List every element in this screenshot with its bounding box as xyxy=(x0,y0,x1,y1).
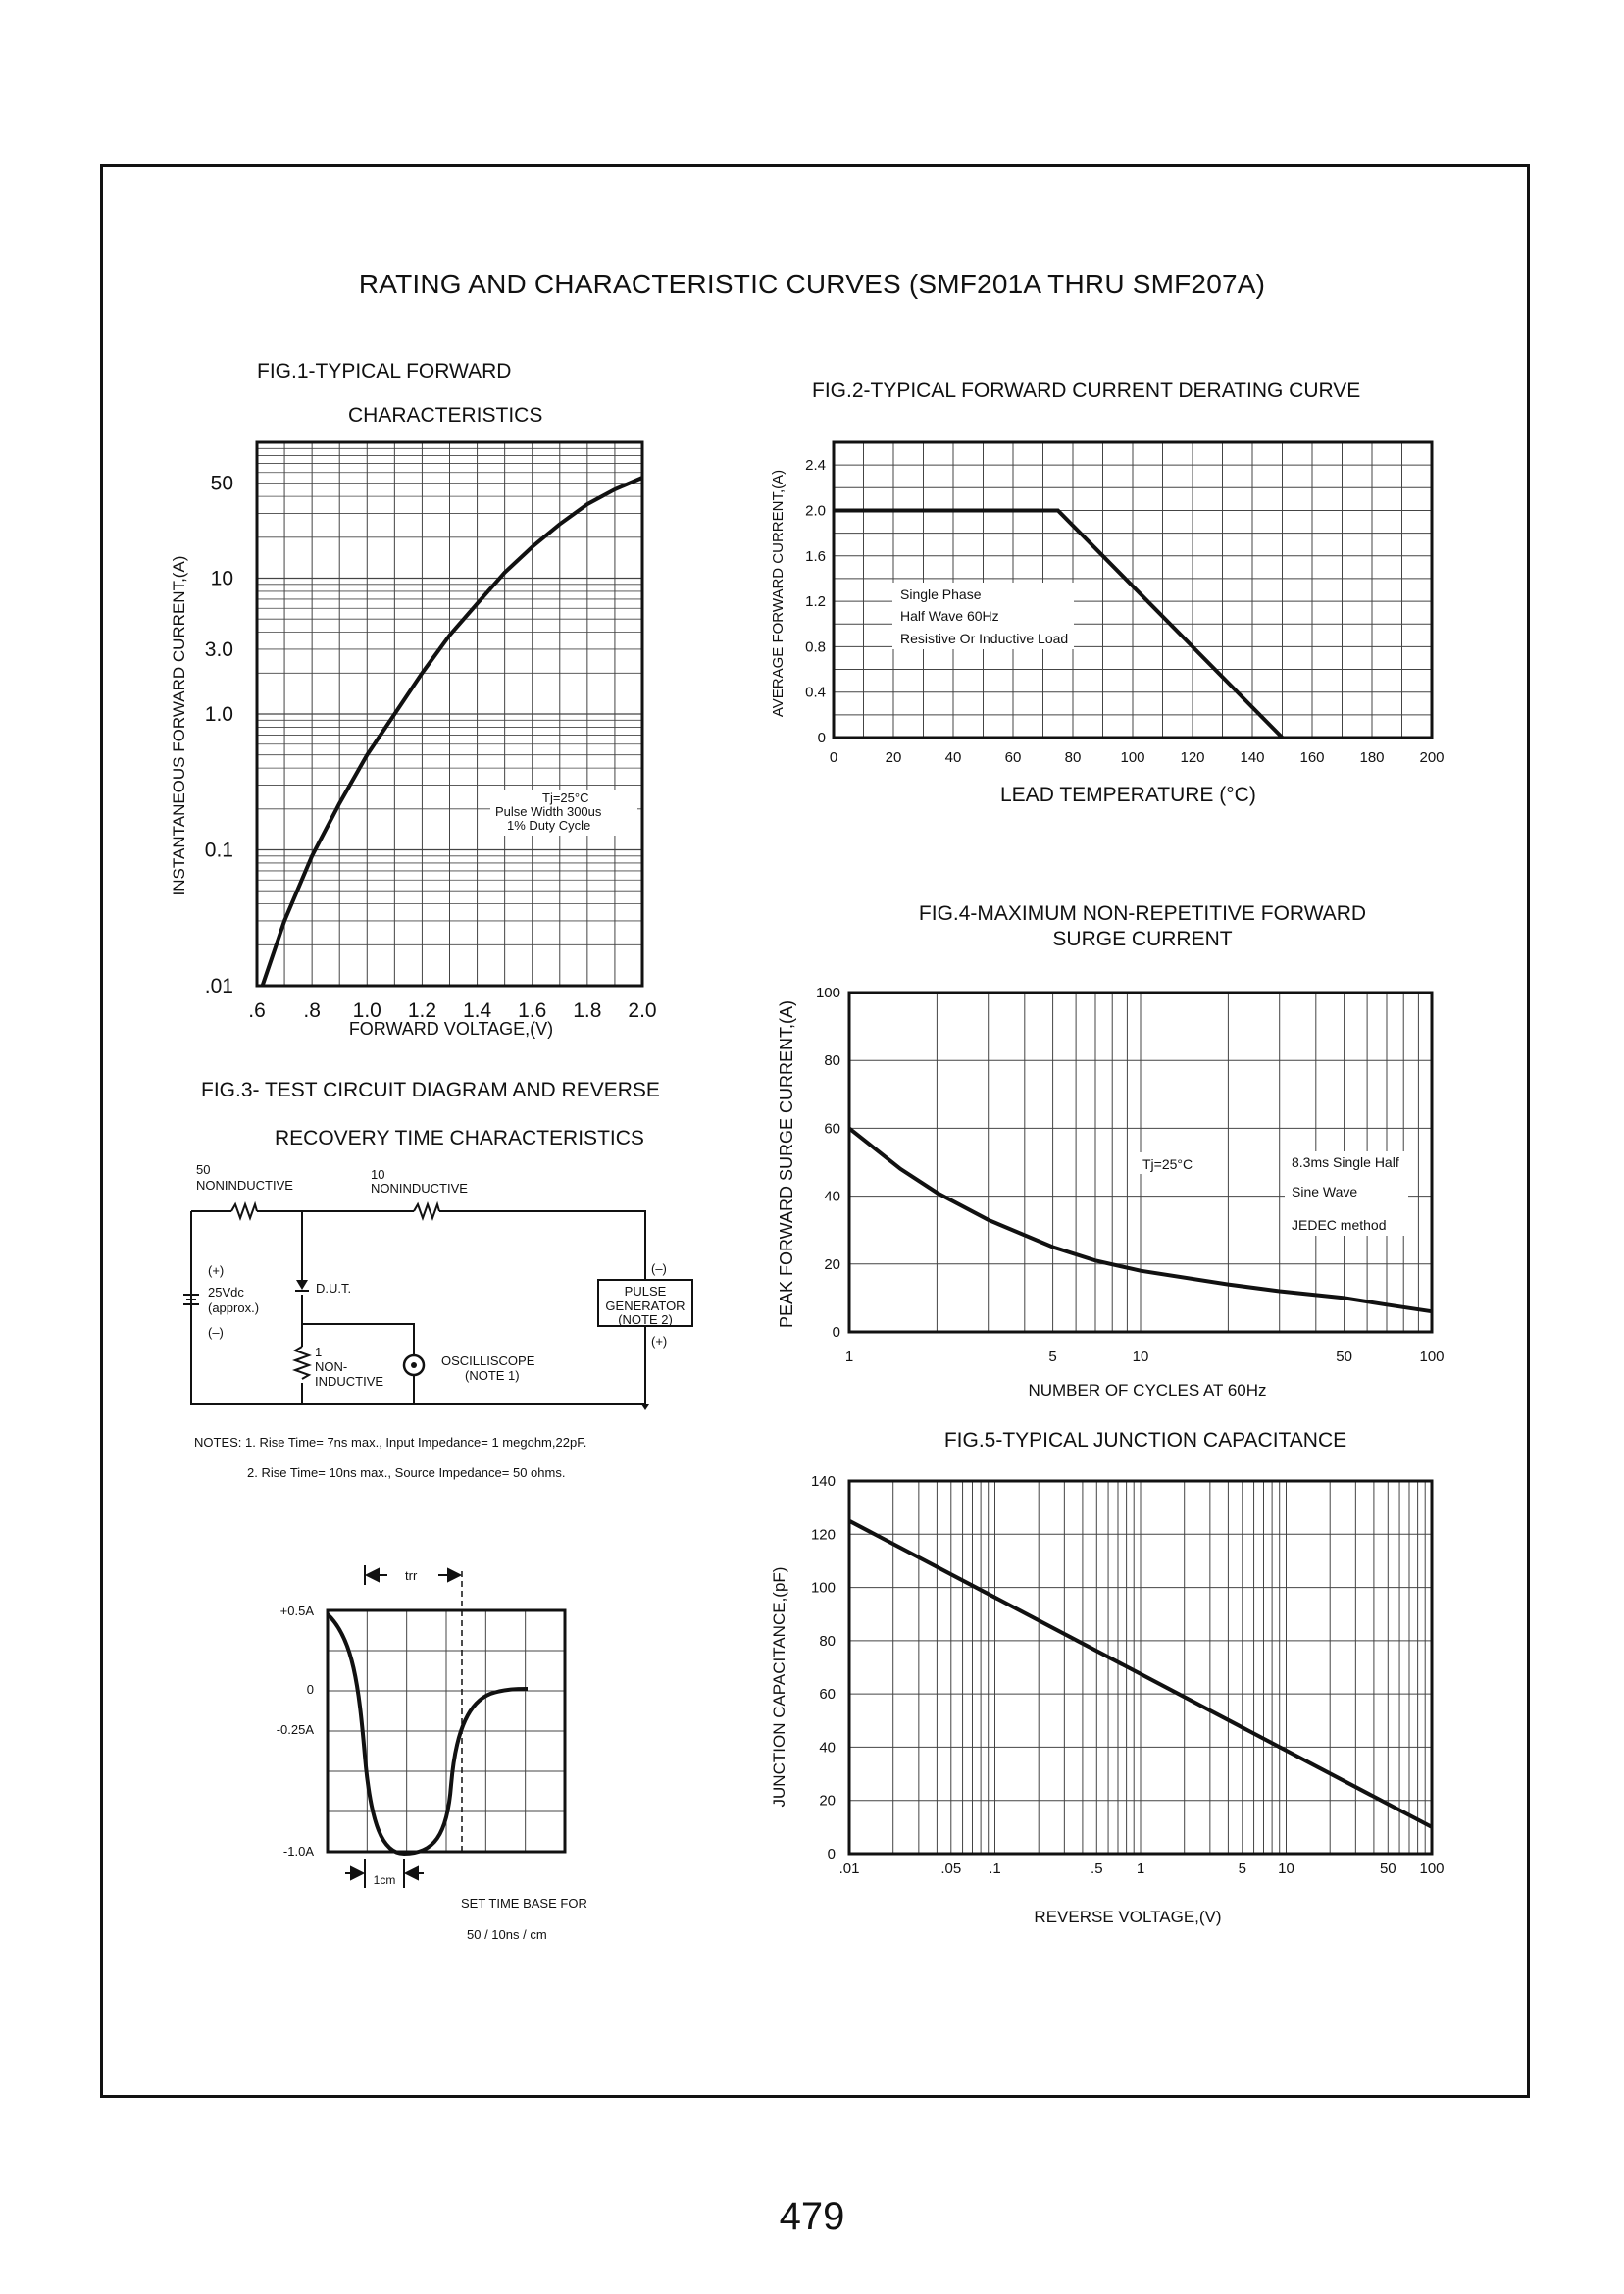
fig1-x-tick-label: 1.2 xyxy=(407,999,437,1022)
scale-left-arrow-icon xyxy=(345,1867,363,1879)
fig1-x-tick-label: 1.4 xyxy=(462,999,492,1022)
fig2-x-tick-label: 80 xyxy=(1064,749,1082,766)
source-voltage: 25Vdc xyxy=(208,1285,244,1300)
fig4-chart xyxy=(777,902,1445,1400)
fig2-y-tick-label: 2.0 xyxy=(805,502,826,520)
fig1-title-line2: CHARACTERISTICS xyxy=(348,404,543,427)
fig5-x-ticks xyxy=(839,1861,1445,1877)
reverse-recovery-waveform xyxy=(277,1565,587,1942)
fig4-y-ticks xyxy=(816,985,840,1341)
fig5-x-tick-label: 5 xyxy=(1238,1861,1246,1877)
fig4-x-tick-label: 5 xyxy=(1048,1349,1057,1365)
source-plus: (+) xyxy=(208,1263,225,1278)
page-title: RATING AND CHARACTERISTIC CURVES (SMF201A THRU SMF207A) xyxy=(358,269,1266,299)
fig3-circuit-diagram xyxy=(183,1079,692,1480)
fig3-note-2: 2. Rise Time= 10ns max., Source Impedance= 50 ohms. xyxy=(247,1465,566,1480)
fig4-annotation-3: Sine Wave xyxy=(1292,1184,1358,1199)
fig1-grid xyxy=(257,442,642,986)
fig2-xlabel: LEAD TEMPERATURE (°C) xyxy=(1000,784,1256,806)
fig4-annotation-4: JEDEC method xyxy=(1292,1217,1387,1233)
fig4-x-tick-label: 100 xyxy=(1419,1349,1445,1365)
fig2-x-tick-label: 40 xyxy=(944,749,962,766)
page-number: 479 xyxy=(779,2195,845,2238)
oscilloscope-note: (NOTE 1) xyxy=(465,1368,520,1383)
fig5-xlabel: REVERSE VOLTAGE,(V) xyxy=(1034,1908,1222,1926)
r10-type: NONINDUCTIVE xyxy=(371,1181,468,1196)
fig1-y-tick-label: 1.0 xyxy=(204,703,233,726)
fig4-x-tick-label: 10 xyxy=(1132,1349,1149,1365)
generator-label-a: PULSE xyxy=(624,1284,667,1299)
timebase-label-b: 50 / 10ns / cm xyxy=(467,1927,547,1942)
generator-label-b: GENERATOR xyxy=(605,1299,685,1313)
fig2-annotation-3: Resistive Or Inductive Load xyxy=(900,631,1069,646)
source-approx: (approx.) xyxy=(208,1300,260,1315)
fig5-x-tick-label: 50 xyxy=(1379,1861,1396,1877)
generator-label-c: (NOTE 2) xyxy=(618,1312,673,1327)
r10-value: 10 xyxy=(371,1167,385,1182)
fig4-title-line2: SURGE CURRENT xyxy=(1052,928,1233,950)
resistor-10-icon xyxy=(414,1204,439,1218)
r1-type-a: NON- xyxy=(315,1359,348,1374)
diode-icon xyxy=(295,1280,309,1291)
fig1-y-tick-label: 0.1 xyxy=(204,839,233,862)
timebase-label-a: SET TIME BASE FOR xyxy=(461,1896,587,1911)
fig1-chart xyxy=(170,360,657,1039)
fig4-annotation-2: 8.3ms Single Half xyxy=(1292,1154,1399,1170)
fig4-y-tick-label: 80 xyxy=(824,1052,840,1070)
fig5-x-tick-label: .05 xyxy=(940,1861,962,1877)
fig2-x-ticks xyxy=(830,749,1445,766)
fig4-y-tick-label: 100 xyxy=(815,985,840,1001)
fig5-title: FIG.5-TYPICAL JUNCTION CAPACITANCE xyxy=(943,1429,1347,1452)
oscilloscope-icon xyxy=(404,1355,424,1375)
generator-plus: (+) xyxy=(651,1334,668,1349)
fig5-grid xyxy=(849,1481,1432,1854)
fig4-x-tick-label: 50 xyxy=(1336,1349,1352,1365)
fig2-x-tick-label: 180 xyxy=(1359,749,1385,766)
fig2-y-tick-label: 0.8 xyxy=(805,638,826,656)
r1-type-b: INDUCTIVE xyxy=(315,1374,384,1389)
fig1-y-tick-label: 10 xyxy=(210,567,233,590)
fig5-x-tick-label: .01 xyxy=(838,1861,860,1877)
fig5-y-ticks xyxy=(811,1473,836,1862)
fig4-y-tick-label: 0 xyxy=(832,1324,840,1341)
fig5-y-tick-label: 40 xyxy=(819,1739,836,1757)
fig1-x-tick-label: 1.0 xyxy=(352,999,381,1022)
fig1-x-tick-label: .8 xyxy=(303,999,321,1022)
fig5-x-tick-label: .1 xyxy=(989,1861,1001,1877)
fig5-y-tick-label: 100 xyxy=(810,1579,836,1597)
fig1-x-tick-label: 1.6 xyxy=(518,999,547,1022)
fig4-y-tick-label: 40 xyxy=(824,1188,840,1205)
r1-value: 1 xyxy=(315,1345,323,1359)
fig1-annotation-1: Tj=25°C xyxy=(542,790,589,805)
fig2-annotation-1: Single Phase xyxy=(900,586,982,602)
fig1-x-tick-label: 1.8 xyxy=(573,999,602,1022)
fig1-y-ticks xyxy=(205,473,233,997)
fig1-ylabel: INSTANTANEOUS FORWARD CURRENT,(A) xyxy=(170,555,188,896)
fig2-x-tick-label: 0 xyxy=(829,749,838,766)
fig5-x-tick-label: 1 xyxy=(1136,1861,1145,1877)
fig4-xlabel: NUMBER OF CYCLES AT 60Hz xyxy=(1028,1381,1267,1400)
generator-minus: (–) xyxy=(651,1261,667,1276)
fig1-series-line xyxy=(263,478,642,986)
fig3-title: FIG.3- TEST CIRCUIT DIAGRAM AND REVERSE xyxy=(201,1079,660,1101)
fig1-title: FIG.1-TYPICAL FORWARD xyxy=(257,360,512,382)
resistor-1-icon xyxy=(295,1347,309,1379)
fig2-y-tick-label: 0 xyxy=(817,730,826,746)
ground-icon xyxy=(641,1404,649,1410)
fig2-x-tick-label: 20 xyxy=(885,749,902,766)
fig2-y-tick-label: 1.6 xyxy=(805,547,826,565)
fig5-y-tick-label: 0 xyxy=(827,1846,836,1862)
fig3-note-1: NOTES: 1. Rise Time= 7ns max., Input Impedance= 1 megohm,22pF. xyxy=(194,1435,587,1450)
fig1-x-tick-label: 2.0 xyxy=(628,999,657,1022)
fig2-chart xyxy=(770,380,1445,806)
r50-value: 50 xyxy=(196,1162,211,1177)
circuit-wires xyxy=(191,1211,645,1404)
fig2-x-tick-label: 100 xyxy=(1120,749,1145,766)
fig5-x-tick-label: 100 xyxy=(1419,1861,1445,1877)
fig5-y-tick-label: 60 xyxy=(819,1686,836,1704)
fig2-y-tick-label: 0.4 xyxy=(805,684,826,701)
fig2-title: FIG.2-TYPICAL FORWARD CURRENT DERATING CURVE xyxy=(812,380,1361,402)
trr-label: trr xyxy=(405,1568,418,1583)
waveform-ylabel-2: 0 xyxy=(306,1682,314,1697)
source-minus: (–) xyxy=(208,1325,224,1340)
waveform-ylabel-1: +0.5A xyxy=(279,1604,314,1618)
fig1-y-tick-label: 3.0 xyxy=(204,637,233,661)
trr-left-arrow-icon xyxy=(367,1569,387,1581)
fig5-x-tick-label: .5 xyxy=(1091,1861,1103,1877)
resistor-50-icon xyxy=(231,1204,257,1218)
fig2-ylabel: AVERAGE FORWARD CURRENT,(A) xyxy=(770,469,787,718)
fig5-y-tick-label: 120 xyxy=(810,1526,836,1544)
fig2-y-tick-label: 2.4 xyxy=(805,457,826,475)
fig4-x-tick-label: 1 xyxy=(844,1349,854,1365)
dut-label: D.U.T. xyxy=(316,1281,352,1296)
fig2-y-tick-label: 1.2 xyxy=(805,593,826,611)
r50-type: NONINDUCTIVE xyxy=(196,1178,293,1193)
fig2-y-ticks xyxy=(805,457,826,746)
fig2-annotation-2: Half Wave 60Hz xyxy=(900,608,999,624)
fig1-annotation-3: 1% Duty Cycle xyxy=(507,818,591,833)
scale-label: 1cm xyxy=(373,1873,396,1887)
fig1-y-tick-label: .01 xyxy=(204,975,233,997)
fig1-y-tick-label: 50 xyxy=(210,472,233,495)
fig1-xlabel: FORWARD VOLTAGE,(V) xyxy=(348,1019,554,1039)
fig4-y-tick-label: 60 xyxy=(824,1120,840,1138)
fig5-x-tick-label: 10 xyxy=(1278,1861,1294,1877)
waveform-ylabel-4: -1.0A xyxy=(282,1844,314,1859)
trr-right-arrow-icon xyxy=(438,1569,460,1581)
fig4-title: FIG.4-MAXIMUM NON-REPETITIVE FORWARD xyxy=(918,902,1367,925)
fig5-y-tick-label: 20 xyxy=(819,1792,836,1810)
fig4-annotation-1: Tj=25°C xyxy=(1142,1156,1193,1172)
fig5-y-tick-label: 140 xyxy=(810,1473,836,1490)
fig3-title-line2: RECOVERY TIME CHARACTERISTICS xyxy=(275,1127,644,1149)
fig5-y-tick-label: 80 xyxy=(819,1632,836,1650)
fig2-x-tick-label: 200 xyxy=(1419,749,1445,766)
waveform-ylabel-3: -0.25A xyxy=(276,1722,314,1737)
oscilloscope-label: OSCILLISCOPE xyxy=(441,1353,535,1368)
scale-right-arrow-icon xyxy=(406,1867,424,1879)
fig2-x-tick-label: 120 xyxy=(1180,749,1205,766)
fig2-x-tick-label: 60 xyxy=(1004,749,1022,766)
fig2-x-tick-label: 160 xyxy=(1299,749,1325,766)
fig4-y-tick-label: 20 xyxy=(824,1255,840,1273)
fig4-ylabel: PEAK FORWARD SURGE CURRENT,(A) xyxy=(777,999,796,1329)
fig1-x-tick-label: .6 xyxy=(248,999,266,1022)
fig5-chart xyxy=(770,1429,1445,1926)
fig1-annotation-2: Pulse Width 300us xyxy=(495,804,602,819)
fig2-x-tick-label: 140 xyxy=(1240,749,1265,766)
fig5-ylabel: JUNCTION CAPACITANCE,(pF) xyxy=(770,1566,788,1808)
fig4-x-ticks xyxy=(845,1349,1445,1365)
